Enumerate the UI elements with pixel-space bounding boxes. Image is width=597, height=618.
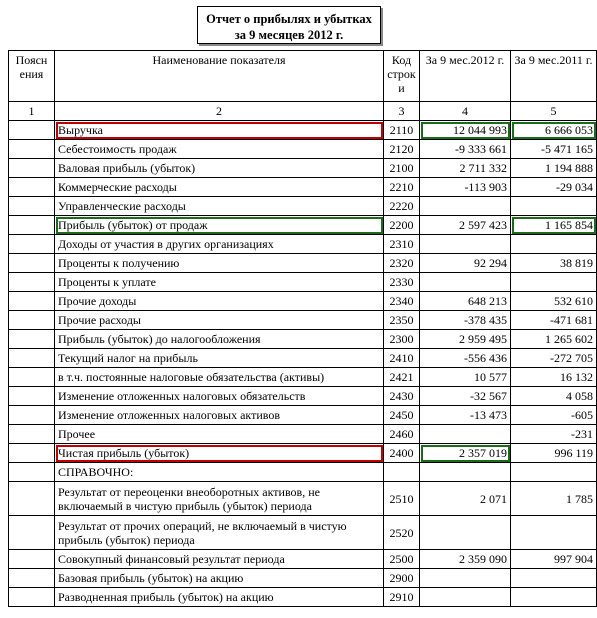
note-cell	[9, 159, 55, 178]
table-header-row	[9, 51, 597, 102]
value-2012: -113 903	[420, 178, 511, 197]
value-2011	[511, 463, 597, 482]
indicator-name: Базовая прибыль (убыток) на акцию	[55, 569, 384, 588]
line-code: 2330	[384, 273, 420, 292]
value-2011: 1 265 602	[511, 330, 597, 349]
header-code: Код строк и	[384, 51, 420, 102]
table-row	[9, 588, 597, 607]
value-2012	[420, 569, 511, 588]
indicator-name: Изменение отложенных налоговых обязательств	[55, 387, 384, 406]
indicator-name: Прибыль (убыток) до налогообложения	[55, 330, 384, 349]
table-row	[9, 425, 597, 444]
line-code: 2421	[384, 368, 420, 387]
line-code: 2520	[384, 516, 420, 550]
note-cell	[9, 463, 55, 482]
note-cell	[9, 425, 55, 444]
income-statement-table	[8, 50, 597, 607]
value-2012: 2 071	[420, 482, 511, 516]
line-code: 2910	[384, 588, 420, 607]
value-2011: 997 904	[511, 550, 597, 569]
indicator-name: Разводненная прибыль (убыток) на акцию	[55, 588, 384, 607]
value-2011	[511, 516, 597, 550]
line-code: 2100	[384, 159, 420, 178]
note-cell	[9, 569, 55, 588]
indicator-name: в т.ч. постоянные налоговые обязательства (активы)	[55, 368, 384, 387]
line-code	[384, 463, 420, 482]
value-2011: -605	[511, 406, 597, 425]
indicator-name: Чистая прибыль (убыток)	[55, 444, 384, 463]
indicator-name: Результат от переоценки внеоборотных активов, не включаемый в чистую прибыль (убыток) периода	[55, 482, 384, 516]
header-name: Наименование показателя	[55, 51, 384, 102]
line-code: 2400	[384, 444, 420, 463]
header-2011: За 9 мес.2011 г.	[511, 51, 597, 102]
note-cell	[9, 121, 55, 140]
line-code: 2310	[384, 235, 420, 254]
value-2011: 38 819	[511, 254, 597, 273]
header-2012: За 9 мес.2012 г.	[420, 51, 511, 102]
table-row	[9, 569, 597, 588]
value-2012: 10 577	[420, 368, 511, 387]
note-cell	[9, 516, 55, 550]
report-title-line2: за 9 месяцев 2012 г.	[234, 28, 344, 42]
value-2012: 2 359 090	[420, 550, 511, 569]
note-cell	[9, 178, 55, 197]
report-title-line1: Отчет о прибылях и убытках	[206, 12, 372, 26]
value-2012: 2 597 423	[420, 216, 511, 235]
note-cell	[9, 235, 55, 254]
value-2012: -9 333 661	[420, 140, 511, 159]
value-2011: -5 471 165	[511, 140, 597, 159]
note-cell	[9, 349, 55, 368]
table-row	[9, 121, 597, 140]
value-2011: -471 681	[511, 311, 597, 330]
note-cell	[9, 482, 55, 516]
value-2012: -13 473	[420, 406, 511, 425]
table-row	[9, 292, 597, 311]
indicator-name: Проценты к уплате	[55, 273, 384, 292]
indicator-name: Результат от прочих операций, не включаемый в чистую прибыль (убыток) периода	[55, 516, 384, 550]
table-row	[9, 482, 597, 516]
indicator-name: Совокупный финансовый результат периода	[55, 550, 384, 569]
indicator-name: Прибыль (убыток) от продаж	[55, 216, 384, 235]
table-row	[9, 550, 597, 569]
value-2011: -29 034	[511, 178, 597, 197]
value-2012	[420, 197, 511, 216]
line-code: 2320	[384, 254, 420, 273]
indicator-name: СПРАВОЧНО:	[55, 463, 384, 482]
value-2012	[420, 273, 511, 292]
value-2011	[511, 273, 597, 292]
note-cell	[9, 311, 55, 330]
report-title	[197, 6, 381, 44]
value-2011: 1 785	[511, 482, 597, 516]
line-code: 2220	[384, 197, 420, 216]
line-code: 2210	[384, 178, 420, 197]
value-2011	[511, 588, 597, 607]
table-row	[9, 311, 597, 330]
table-row	[9, 197, 597, 216]
value-2011	[511, 197, 597, 216]
indicator-name: Доходы от участия в других организациях	[55, 235, 384, 254]
table-row	[9, 254, 597, 273]
table-row	[9, 349, 597, 368]
table-row	[9, 463, 597, 482]
line-code: 2110	[384, 121, 420, 140]
indicator-name: Изменение отложенных налоговых активов	[55, 406, 384, 425]
line-code: 2200	[384, 216, 420, 235]
note-cell	[9, 444, 55, 463]
table-row	[9, 273, 597, 292]
indicator-name: Текущий налог на прибыль	[55, 349, 384, 368]
indicator-name: Себестоимость продаж	[55, 140, 384, 159]
value-2012: 2 357 019	[420, 444, 511, 463]
col-number: 1	[9, 102, 55, 121]
note-cell	[9, 330, 55, 349]
value-2011: 532 610	[511, 292, 597, 311]
line-code: 2430	[384, 387, 420, 406]
value-2012	[420, 588, 511, 607]
note-cell	[9, 387, 55, 406]
table-row	[9, 159, 597, 178]
col-number: 5	[511, 102, 597, 121]
note-cell	[9, 406, 55, 425]
line-code: 2410	[384, 349, 420, 368]
note-cell	[9, 273, 55, 292]
value-2011: -231	[511, 425, 597, 444]
value-2012: 2 959 495	[420, 330, 511, 349]
line-code: 2120	[384, 140, 420, 159]
value-2012: -378 435	[420, 311, 511, 330]
line-code: 2350	[384, 311, 420, 330]
line-code: 2500	[384, 550, 420, 569]
table-row	[9, 140, 597, 159]
column-number-row	[9, 102, 597, 121]
line-code: 2460	[384, 425, 420, 444]
indicator-name: Прочие доходы	[55, 292, 384, 311]
value-2012	[420, 235, 511, 254]
note-cell	[9, 254, 55, 273]
value-2012: 92 294	[420, 254, 511, 273]
indicator-name: Выручка	[55, 121, 384, 140]
note-cell	[9, 368, 55, 387]
value-2011: 996 119	[511, 444, 597, 463]
value-2012: 648 213	[420, 292, 511, 311]
note-cell	[9, 550, 55, 569]
indicator-name: Прочие расходы	[55, 311, 384, 330]
table-row	[9, 330, 597, 349]
value-2012	[420, 425, 511, 444]
value-2011	[511, 235, 597, 254]
value-2012: -32 567	[420, 387, 511, 406]
line-code: 2300	[384, 330, 420, 349]
value-2011: 1 165 854	[511, 216, 597, 235]
indicator-name: Проценты к получению	[55, 254, 384, 273]
value-2011: -272 705	[511, 349, 597, 368]
value-2011: 4 058	[511, 387, 597, 406]
value-2012	[420, 463, 511, 482]
indicator-name: Прочее	[55, 425, 384, 444]
note-cell	[9, 292, 55, 311]
value-2011	[511, 569, 597, 588]
note-cell	[9, 216, 55, 235]
value-2011: 16 132	[511, 368, 597, 387]
value-2012: 12 044 993	[420, 121, 511, 140]
col-number: 3	[384, 102, 420, 121]
note-cell	[9, 588, 55, 607]
table-row	[9, 387, 597, 406]
value-2011: 1 194 888	[511, 159, 597, 178]
col-number: 2	[55, 102, 384, 121]
table-row	[9, 368, 597, 387]
table-row	[9, 406, 597, 425]
indicator-name: Управленческие расходы	[55, 197, 384, 216]
col-number: 4	[420, 102, 511, 121]
table-row	[9, 444, 597, 463]
table-row	[9, 216, 597, 235]
value-2012: -556 436	[420, 349, 511, 368]
table-row	[9, 235, 597, 254]
line-code: 2340	[384, 292, 420, 311]
value-2012	[420, 516, 511, 550]
note-cell	[9, 197, 55, 216]
note-cell	[9, 140, 55, 159]
table-row	[9, 516, 597, 550]
value-2012: 2 711 332	[420, 159, 511, 178]
line-code: 2510	[384, 482, 420, 516]
line-code: 2900	[384, 569, 420, 588]
value-2011: 6 666 053	[511, 121, 597, 140]
indicator-name: Валовая прибыль (убыток)	[55, 159, 384, 178]
header-note: Поясн ения	[9, 51, 55, 102]
indicator-name: Коммерческие расходы	[55, 178, 384, 197]
line-code: 2450	[384, 406, 420, 425]
table-row	[9, 178, 597, 197]
